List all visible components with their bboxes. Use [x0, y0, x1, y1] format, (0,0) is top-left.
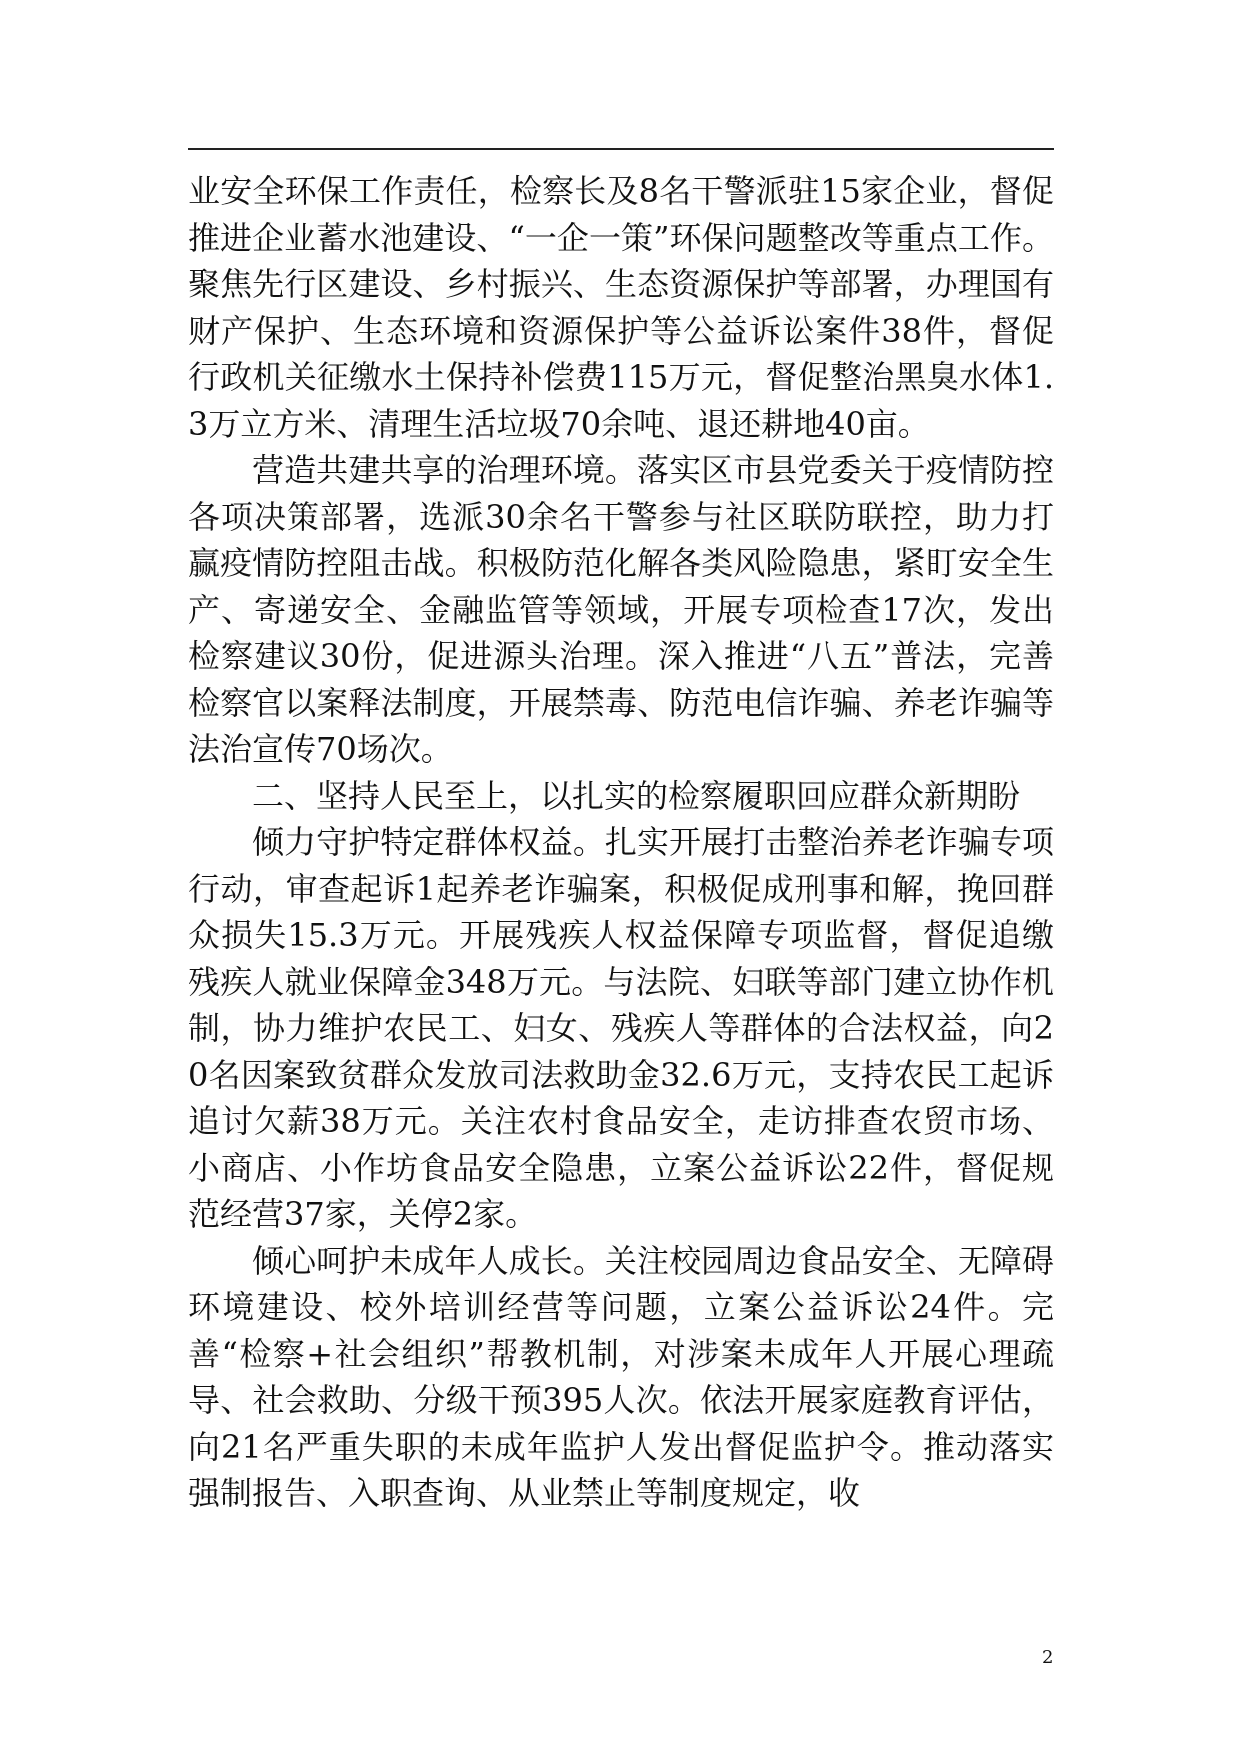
paragraph-special-groups: 倾力守护特定群体权益。扎实开展打击整治养老诈骗专项行动，审查起诉1起养老诈骗案，积极促成刑事和解，挽回群众损失15.3万元。开展残疾人权益保障专项监督，督促追缴残疾人就业保障金348万元。与法院、妇联等部门建立协作机制，协力维护农民工、妇女、残疾人等群体的合法权益，向20名因案致贫群众发放司法救助金32.6万元，支持农民工起诉追讨欠薪38万元。关注农村食品安全，走访排查农贸市场、小商店、小作坊食品安全隐患，立案公益诉讼22件，督促规范经营37家，关停2家。 — [188, 823, 1054, 1233]
header-rule — [188, 148, 1054, 150]
paragraph-governance-environment: 营造共建共享的治理环境。落实区市县党委关于疫情防控各项决策部署，选派30余名干警参与社区联防联控，助力打赢疫情防控阻击战。积极防范化解各类风险隐患，紧盯安全生产、寄递安全、金融监管等领域，开展专项检查17次，发出检察建议30份，促进源头治理。深入推进“八五”普法，完善检察官以案释法制度，开展禁毒、防范电信诈骗、养老诈骗等法治宣传70场次。 — [188, 451, 1054, 768]
paragraph-continuation: 业安全环保工作责任，检察长及8名干警派驻15家企业，督促推进企业蓄水池建设、“一企一策”环保问题整改等重点工作。聚焦先行区建设、乡村振兴、生态资源保护等部署，办理国有财产保护、生态环境和资源保护等公益诉讼案件38件，督促行政机关征缴水土保持补偿费115万元，督促整治黑臭水体1.3万立方米、清理生活垃圾70余吨、退还耕地40亩。 — [188, 172, 1054, 443]
paragraph-minors: 倾心呵护未成年人成长。关注校园周边食品安全、无障碍环境建设、校外培训经营等问题，立案公益诉讼24件。完善“检察+社会组织”帮教机制，对涉案未成年人开展心理疏导、社会救助、分级干预395人次。依法开展家庭教育评估，向21名严重失职的未成年监护人发出督促监护令。推动落实强制报告、入职查询、从业禁止等制度规定，收 — [188, 1241, 1054, 1512]
document-body — [188, 168, 1054, 1517]
page-number: 2 — [1042, 1647, 1054, 1668]
section-heading: 二、坚持人民至上，以扎实的检察履职回应群众新期盼 — [252, 776, 1021, 815]
